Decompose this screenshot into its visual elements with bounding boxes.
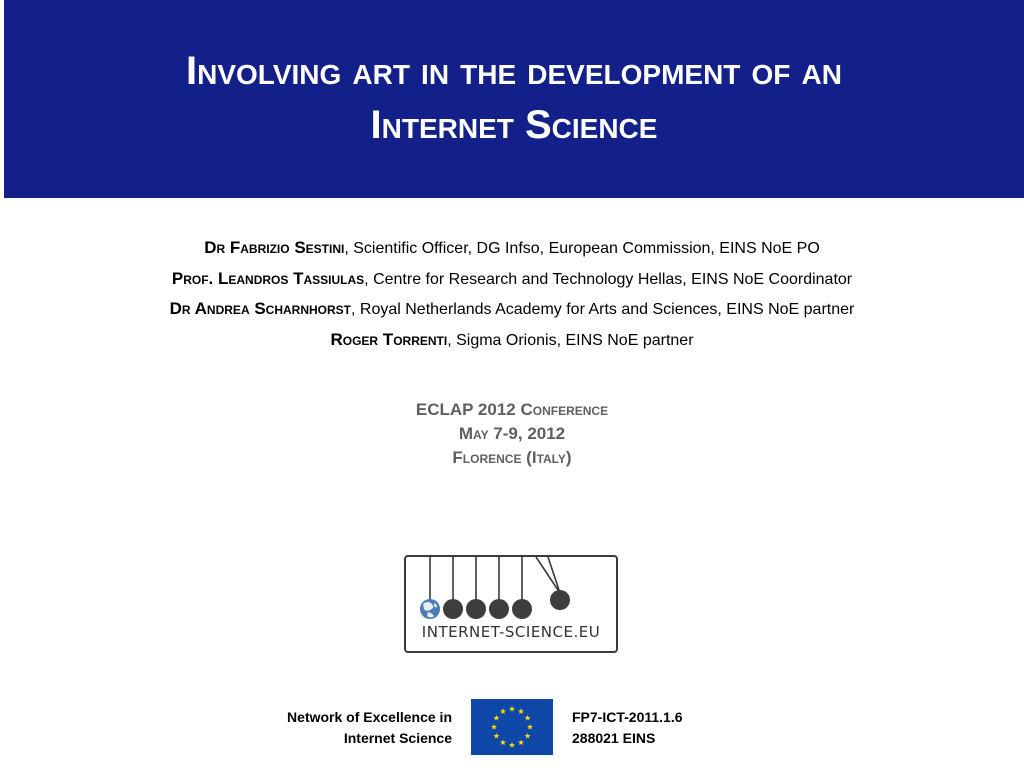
conference-name: ECLAP 2012 Conference	[415, 400, 609, 419]
network-label-line2: Internet Science	[343, 730, 452, 746]
conference-dates: May 7-9, 2012	[458, 424, 566, 443]
logo-text: INTERNET-SCIENCE.EU	[421, 623, 601, 641]
author-name: Roger Torrenti	[330, 329, 448, 349]
project-code: FP7-ICT-2011.1.6	[572, 709, 683, 725]
author-list	[0, 234, 1024, 356]
author-name: Dr Fabrizio Sestini	[204, 238, 345, 257]
author-affiliation: , Sigma Orionis, EINS NoE partner	[447, 331, 694, 349]
author-line	[0, 326, 1024, 357]
project-id: 288021 EINS	[572, 730, 656, 746]
author-name: Dr Andrea Scharnhorst	[169, 299, 351, 318]
author-affiliation: , Scientific Officer, DG Infso, European Commission, EINS NoE PO	[344, 240, 820, 257]
slide-title-line2: Internet Science	[370, 103, 658, 147]
slide-title	[4, 44, 1024, 152]
author-affiliation: , Centre for Research and Technology Hellas, EINS NoE Coordinator	[364, 270, 853, 288]
author-name: Prof. Leandros Tassiulas	[171, 268, 365, 288]
eu-flag-icon	[471, 699, 553, 755]
network-label	[287, 707, 452, 749]
author-line	[0, 265, 1024, 296]
network-label-line1: Network of Excellence in	[287, 709, 452, 725]
author-affiliation: , Royal Netherlands Academy for Arts and Sciences, EINS NoE partner	[351, 301, 855, 318]
conference-location: Florence (Italy)	[452, 448, 572, 467]
title-banner	[4, 0, 1024, 198]
internet-science-logo	[404, 555, 618, 653]
conference-info	[0, 398, 1024, 470]
author-line	[0, 234, 1024, 265]
slide-title-line1: Involving art in the development of an	[186, 49, 842, 93]
project-info	[572, 707, 683, 749]
author-line	[0, 295, 1024, 326]
